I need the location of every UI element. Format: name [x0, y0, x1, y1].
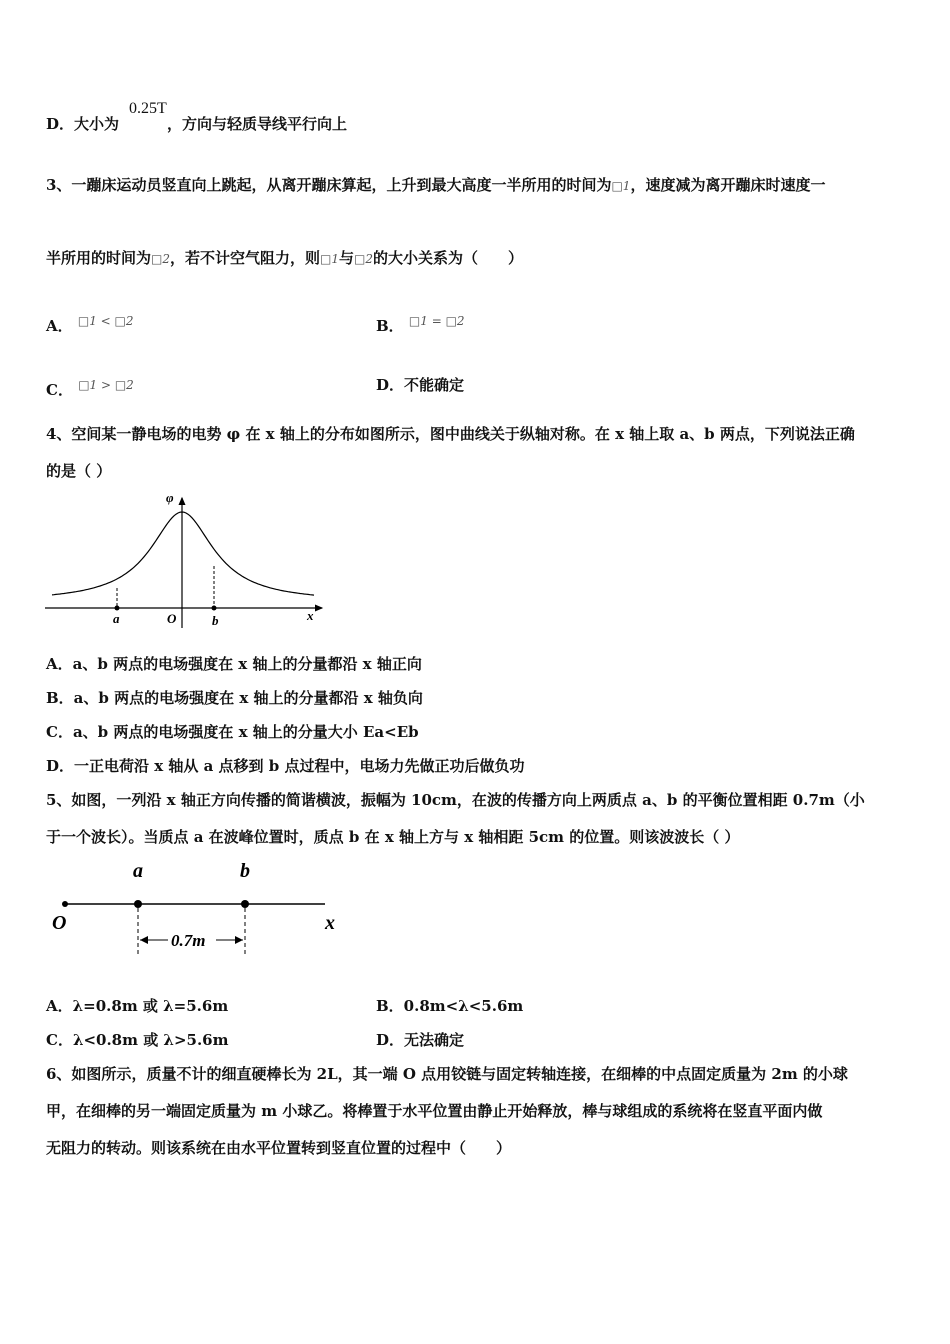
point-b — [241, 900, 249, 908]
q3-option-c[interactable] — [46, 375, 134, 400]
q3-text: ，速度减为离开蹦床时速度一 — [630, 176, 826, 194]
option-formula: □1 > □2 — [78, 378, 134, 392]
distance-label: 0.7m — [171, 931, 206, 950]
q4-option-b[interactable]: B．a、b 两点的电场强度在 x 轴上的分量都沿 x 轴负向 — [46, 689, 423, 707]
t2-placeholder: □2 — [354, 252, 373, 266]
t2-placeholder: □2 — [151, 252, 170, 266]
x-label: x — [307, 608, 314, 623]
option-label: C． — [46, 381, 73, 399]
phi-label: φ — [166, 490, 174, 505]
x-label: x — [325, 912, 335, 934]
q3-option-a[interactable] — [46, 311, 134, 336]
q4-line2: 的是（ ） — [46, 462, 112, 480]
option-label: B． — [376, 317, 404, 335]
option-formula: □1 = □2 — [408, 314, 465, 328]
q5-option-d[interactable]: D．无法确定 — [376, 1031, 465, 1049]
q4-option-d[interactable]: D．一正电荷沿 x 轴从 a 点移到 b 点过程中，电场力先做正功后做负功 — [46, 757, 525, 775]
origin-label: O — [52, 912, 67, 934]
q2-option-d-tail: ，方向与轻质导线平行向上 — [167, 115, 348, 133]
b-label: b — [212, 613, 219, 628]
q6-line3: 无阻力的转动。则该系统在由水平位置转到竖直位置的过程中（ ） — [46, 1139, 512, 1157]
option-label: A． — [46, 317, 73, 335]
arrowhead-right — [235, 936, 243, 944]
origin-label: O — [167, 611, 177, 626]
q6-line2: 甲，在细棒的另一端固定质量为 m 小球乙。将棒置于水平位置由静止开始释放，棒与球组成的系统将在竖直平面内做 — [46, 1102, 823, 1120]
q5-option-c[interactable]: C．λ<0.8m 或 λ>5.6m — [46, 1031, 229, 1049]
q5-option-a[interactable]: A．λ=0.8m 或 λ=5.6m — [46, 997, 229, 1015]
potential-graph — [40, 480, 360, 630]
b-label: b — [240, 860, 250, 882]
t1-placeholder: □1 — [320, 252, 339, 266]
q2-value: 0.25T — [129, 100, 167, 117]
arrowhead-left — [140, 936, 148, 944]
q3-line1 — [46, 175, 825, 196]
q3-option-d[interactable]: D．不能确定 — [376, 376, 465, 394]
q3-option-b[interactable] — [376, 311, 465, 336]
point-a — [115, 606, 120, 611]
origin-point — [62, 901, 68, 907]
point-b — [212, 606, 217, 611]
potential-curve — [52, 512, 314, 595]
q3-text: 与 — [339, 249, 355, 267]
a-label: a — [113, 611, 120, 626]
q5-line1: 5、如图，一列沿 x 轴正方向传播的简谐横波，振幅为 10cm，在波的传播方向上两质点 a、b 的平衡位置相距 0.7m（小 — [46, 791, 865, 809]
q5-line2: 于一个波长）。当质点 a 在波峰位置时，质点 b 在 x 轴上方与 x 轴相距 5cm 的位置。则该波波长（ ） — [46, 828, 740, 846]
wave-points-diagram — [40, 855, 360, 965]
q5-option-b[interactable]: B．0.8m<λ<5.6m — [376, 997, 524, 1015]
a-label: a — [133, 860, 143, 882]
q2-option-d-text: D．大小为 — [46, 115, 120, 133]
q2-option-d — [46, 114, 347, 134]
q4-option-a[interactable]: A．a、b 两点的电场强度在 x 轴上的分量都沿 x 轴正向 — [46, 655, 422, 673]
q3-text: ，若不计空气阻力，则 — [170, 249, 321, 267]
t1-placeholder: □1 — [611, 179, 631, 193]
q4-line1: 4、空间某一静电场的电势 φ 在 x 轴上的分布如图所示，图中曲线关于纵轴对称。在 x 轴上取 a、b 两点，下列说法正确 — [46, 425, 855, 443]
point-a — [134, 900, 142, 908]
q3-text: 3、一蹦床运动员竖直向上跳起，从离开蹦床算起，上升到最大高度一半所用的时间为 — [46, 176, 612, 194]
q3-text: 的大小关系为（ ） — [373, 249, 524, 267]
option-formula: □1 < □2 — [77, 314, 134, 328]
q3-text: 半所用的时间为 — [46, 249, 152, 267]
q3-line2 — [46, 248, 523, 269]
q4-option-c[interactable]: C．a、b 两点的电场强度在 x 轴上的分量大小 Ea<Eb — [46, 723, 419, 741]
q6-line1: 6、如图所示，质量不计的细直硬棒长为 2L，其一端 O 点用铰链与固定转轴连接，在细棒的中点固定质量为 2m 的小球 — [46, 1065, 848, 1083]
